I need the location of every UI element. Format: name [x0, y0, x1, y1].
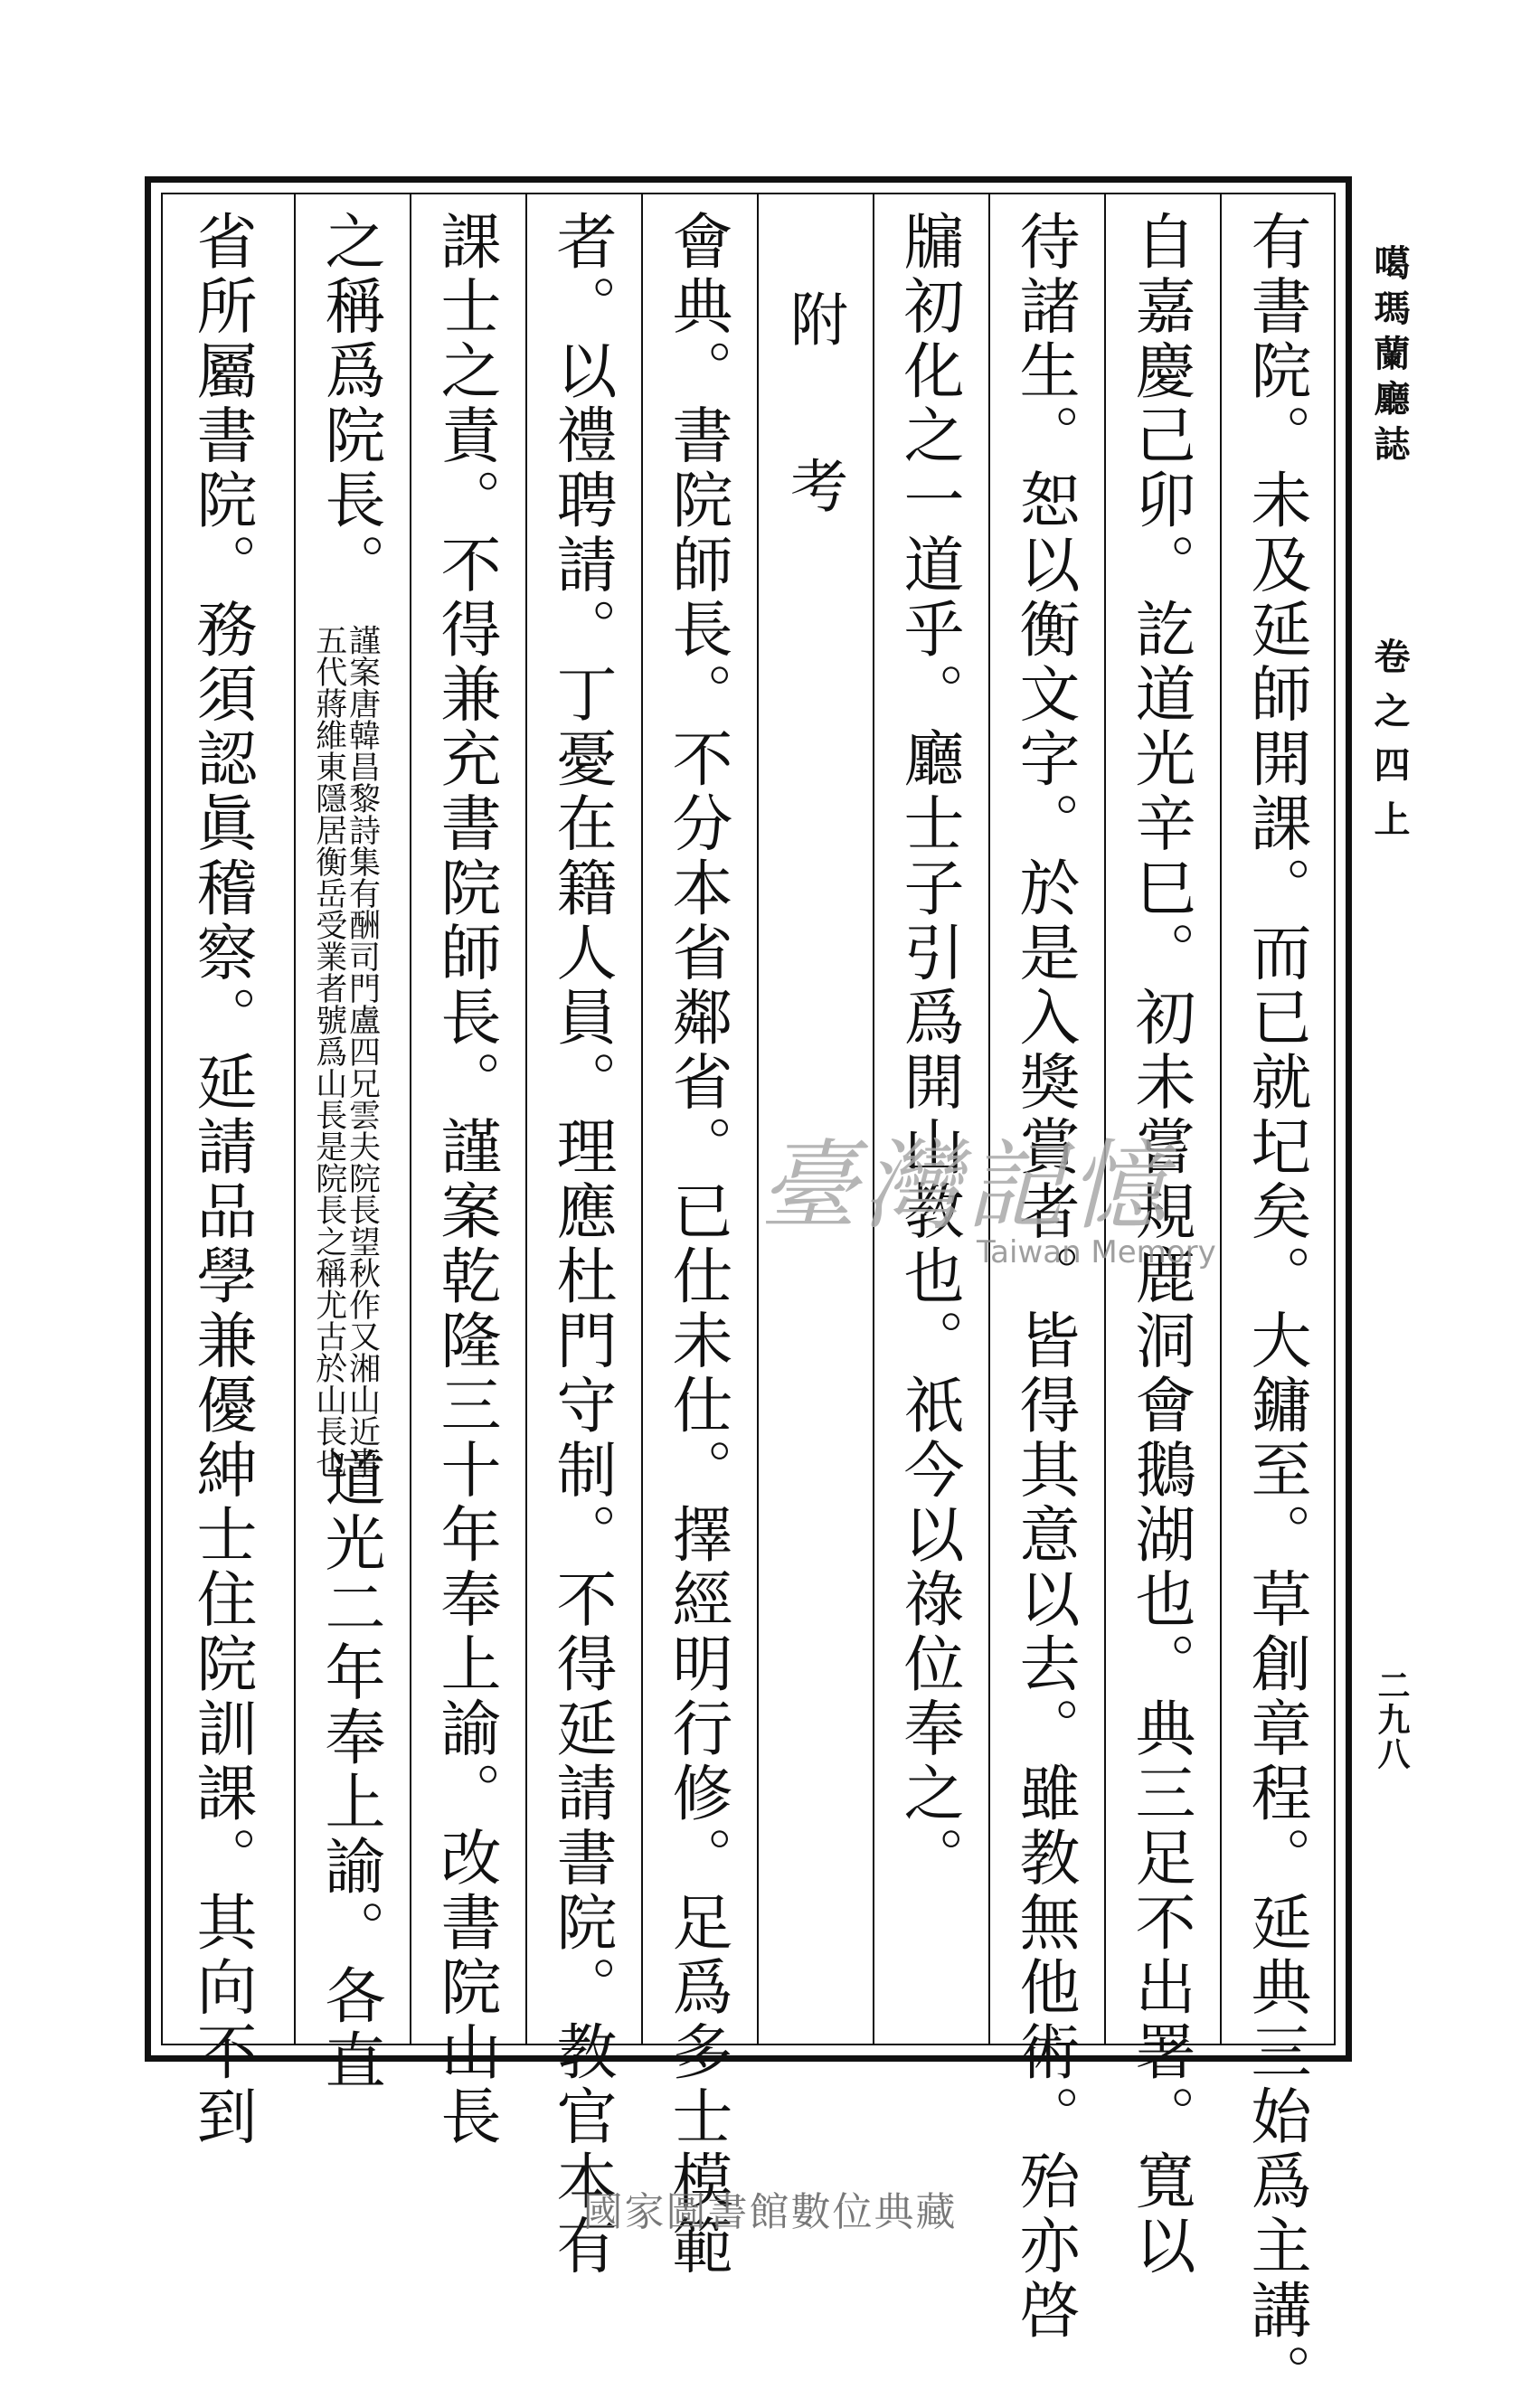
text-column-3: 待諸生。恕以衡文字。於是入獎賞者。皆得其意以去。雖教無他術。殆亦啓: [1010, 210, 1081, 2344]
book-title: 噶瑪蘭廳誌: [1368, 244, 1411, 470]
footer-caption: 國家圖書館數位典藏: [582, 2189, 958, 2235]
watermark-text: 臺灣記憶: [760, 1130, 1173, 1243]
column-divider: [410, 193, 411, 2045]
column-divider: [294, 193, 296, 2045]
page-number: 二九八: [1373, 1668, 1411, 1771]
volume-label: 卷之四上: [1368, 637, 1411, 855]
text-column-9-upper: 之稱爲院長。: [316, 210, 386, 598]
section-heading: 附考: [780, 289, 847, 622]
text-column-6: 會典。書院師長。不分本省鄰省。已仕未仕。擇經明行修。足爲多士模範: [663, 210, 733, 2279]
text-column-2: 自嘉慶己卯。訖道光辛巳。初未嘗規鹿洞會鵝湖也。典三足不出署。寬以: [1126, 210, 1196, 2279]
column-divider: [641, 193, 643, 2045]
text-column-4: 牖初化之一道乎。廳士子引爲開山教也。祇今以祿位奉之。: [894, 210, 965, 1891]
text-column-8: 課士之責。不得兼充書院師長。謹案乾隆三十年奉上諭。改書院山長: [431, 210, 502, 2149]
column-divider: [525, 193, 527, 2045]
text-column-7: 者。以禮聘請。丁憂在籍人員。理應杜門守制。不得延請書院。教官本有: [547, 210, 618, 2279]
annotation-line-2: 五代蔣維東隱居衡岳受業者號爲山長是院長之稱尤古於山長也: [310, 624, 347, 1478]
watermark-english: Taiwan Memory: [977, 1234, 1216, 1270]
text-column-10: 省所屬書院。務須認眞稽察。延請品學兼優紳士住院訓課。其向不到: [187, 210, 258, 2149]
text-column-1: 有書院。未及延師開課。而已就圮矣。大鏞至。草創章程。延典三始爲主講。: [1242, 210, 1312, 2408]
watermark-logo: [760, 1108, 1230, 1280]
column-divider: [757, 193, 759, 2045]
annotation-line-1: 謹案唐韓昌黎詩集有酬司門盧四兄雲夫院長望秋作又湘山近事: [344, 624, 381, 1478]
text-column-9-lower: 道光二年奉上諭。各直: [316, 1447, 386, 2093]
